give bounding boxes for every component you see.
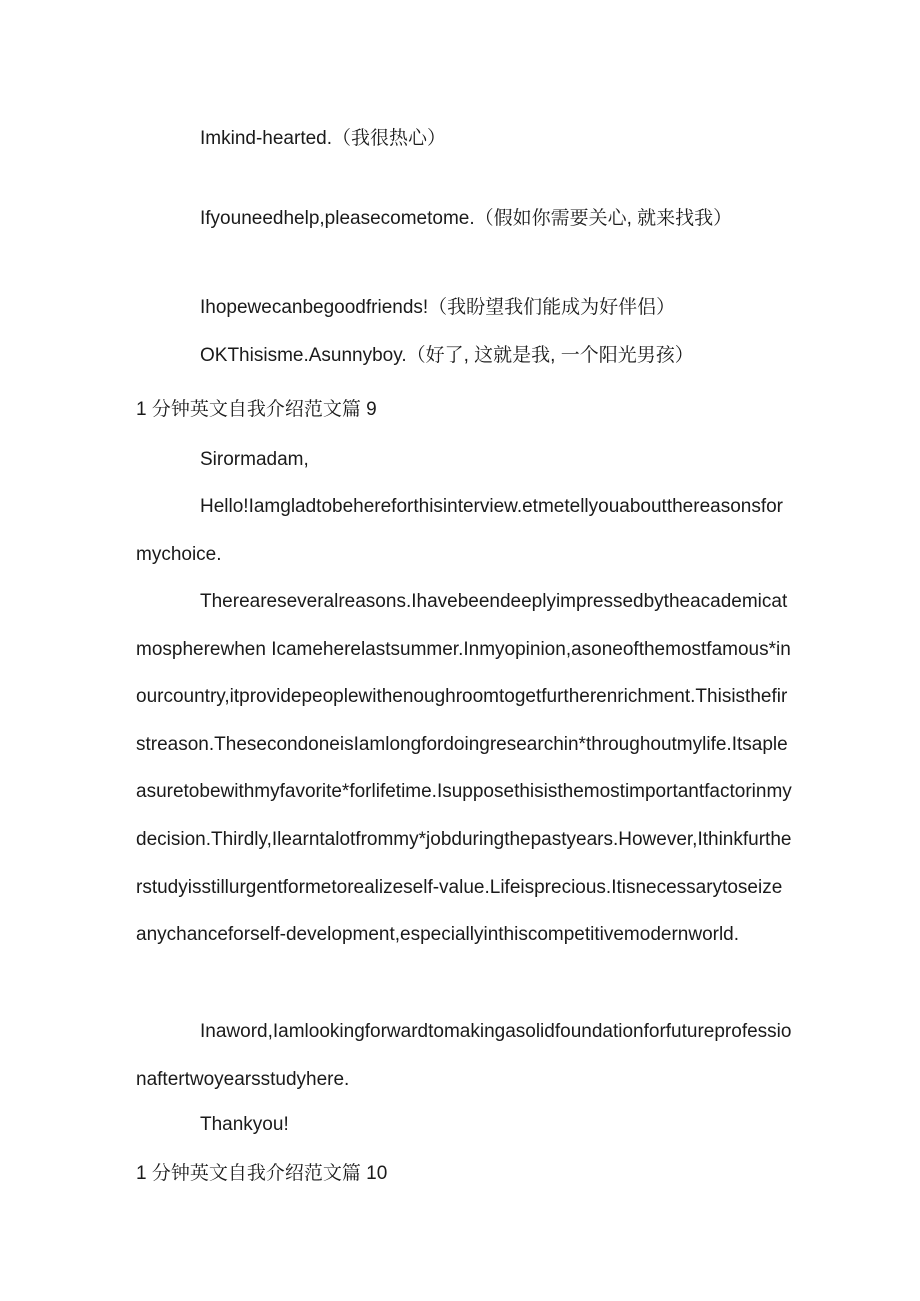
salutation: Sirormadam, [200,449,309,470]
line-sunny-boy: OKThisisme.Asunnyboy.（好了, 这就是我, 一个阳光男孩） [200,345,694,366]
line-need-help: Ifyouneedhelp,pleasecometome.（假如你需要关心, 就来找我） [200,208,733,229]
line-kind-hearted: Imkind-hearted.（我很热心） [200,128,447,149]
paragraph-hello: Hello!Iamgladtobehereforthisinterview.etmetellyouaboutthereasonsformychoice. [136,496,784,565]
heading-section-10: 1 分钟英文自我介绍范文篇 10 [136,1163,388,1184]
thanks-line: Thankyou! [200,1114,289,1135]
heading-section-9: 1 分钟英文自我介绍范文篇 9 [136,399,377,420]
paragraph-reasons: Thereareseveralreasons.Ihavebeendeeplyimpressedbytheacademicatmospherewhen Icameherelastsummer.Inmyopinion,asoneofthemostfamous*inourcountry,itprovidepeoplewithenoughroomtogetfurtherenrichment.Thisisthefirstreason.ThesecondoneisIamlongfordoingresearchin*throughoutmylife.Itsapleasuretobewithmyfavorite*forlifetime.Isupposethisisthemostimportantfactorinmydecision.Thirdly,Ilearntalotfrommy*jobduringthepastyears.However,Ithinkfurtherstudyisstillurgentformetorealizeself-value.Lifeisprecious.Itisnecessarytoseizeanychanceforself-development,especiallyinthiscompetitivemodernworld. [136,591,792,946]
line-good-friends: Ihopewecanbegoodfriends!（我盼望我们能成为好伴侣） [200,297,676,318]
paragraph-in-a-word: Inaword,Iamlookingforwardtomakingasolidfoundationforfutureprofessionaftertwoyearsstudyhere. [136,1021,792,1090]
